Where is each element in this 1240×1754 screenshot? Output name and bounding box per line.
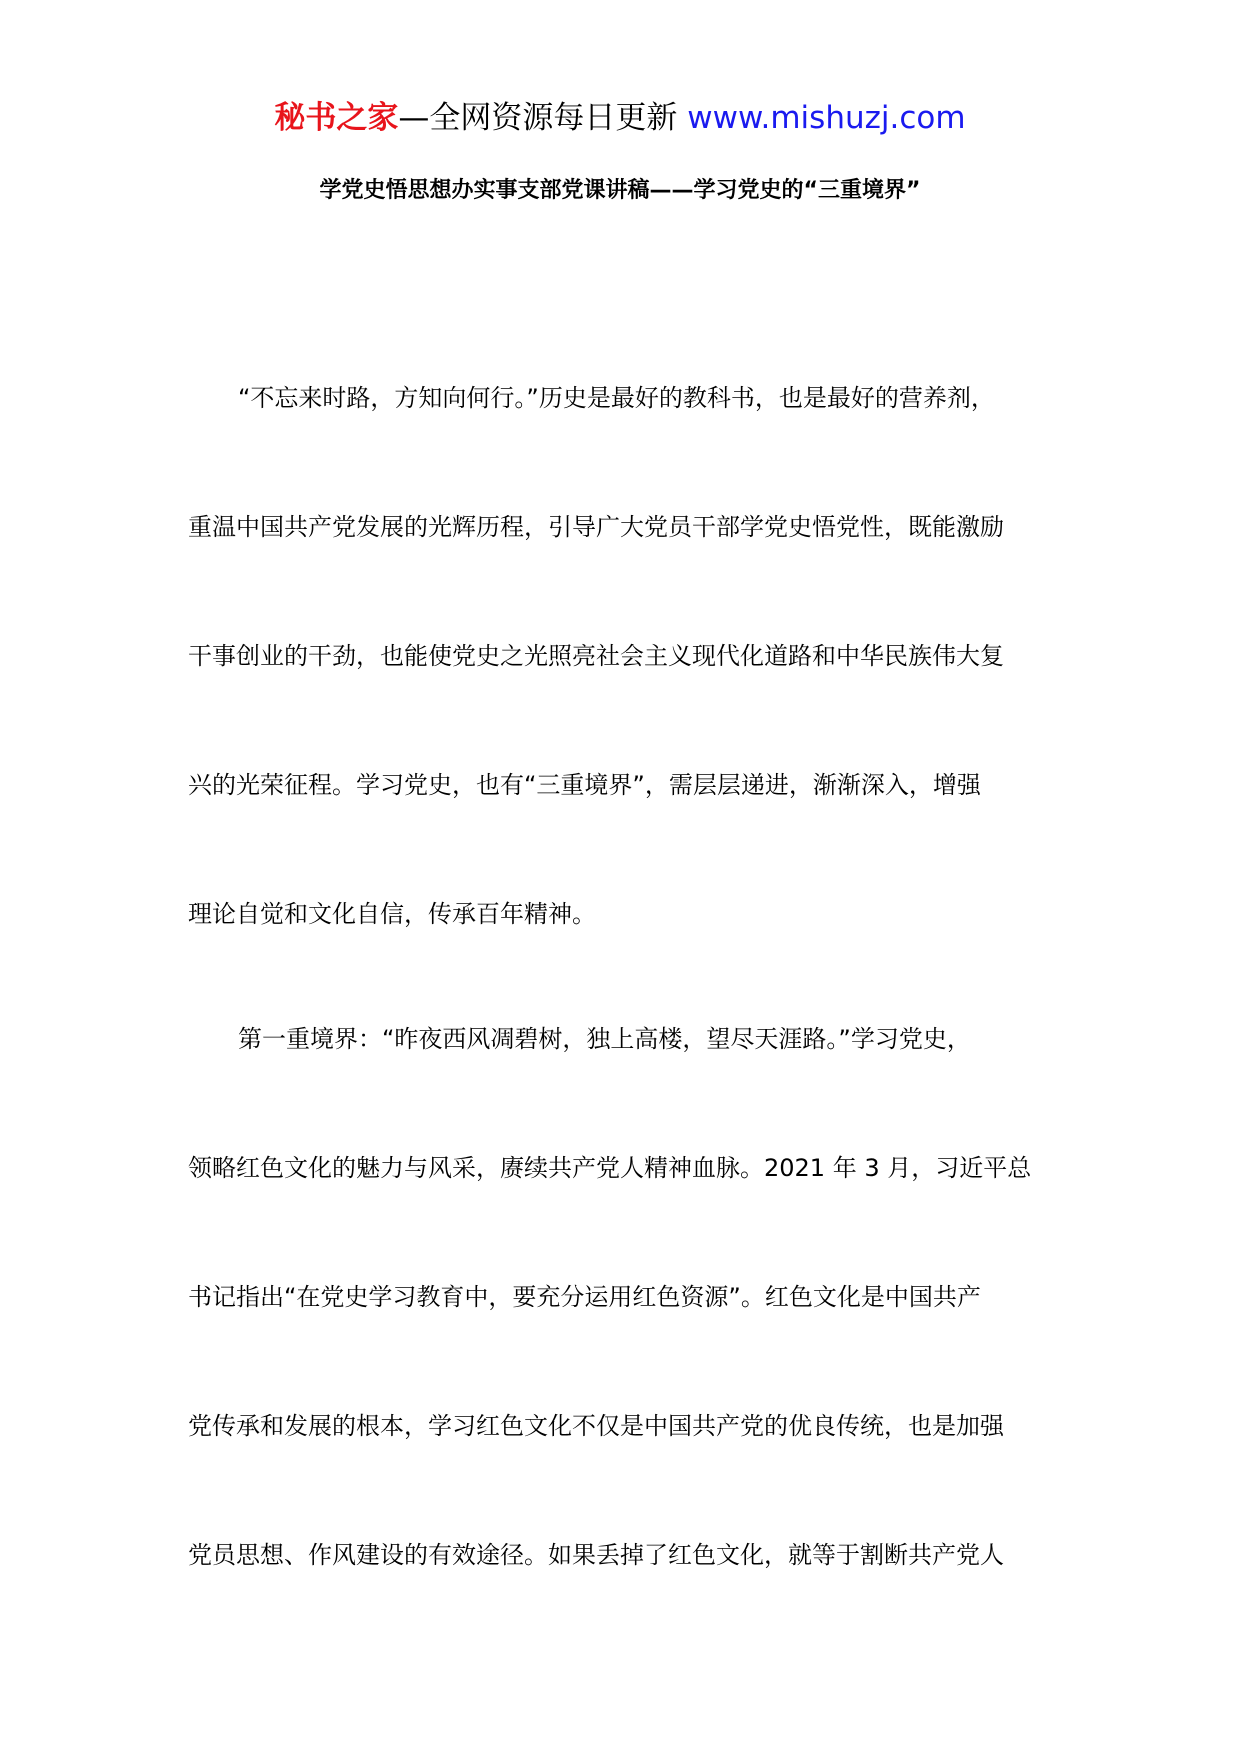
paragraph-line: 第一重境界：“昨夜西风凋碧树，独上高楼，望尽天涯路。”学习党史，	[238, 1025, 971, 1053]
paragraph-line: 党传承和发展的根本，学习红色文化不仅是中国共产党的优良传统，也是加强	[188, 1412, 1004, 1440]
paragraph-line: 兴的光荣征程。学习党史，也有“三重境界”，需层层递进，渐渐深入，增强	[188, 771, 981, 799]
site-header	[0, 98, 1240, 138]
site-url[interactable]: www.mishuzj.com	[687, 100, 966, 136]
paragraph-line: 党员思想、作风建设的有效途径。如果丢掉了红色文化，就等于割断共产党人	[188, 1541, 1004, 1569]
paragraph-line: “不忘来时路，方知向何行。”历史是最好的教科书，也是最好的营养剂，	[238, 384, 995, 412]
paragraph-line: 干事创业的干劲，也能使党史之光照亮社会主义现代化道路和中华民族伟大复	[188, 642, 1004, 670]
paragraph-line: 领略红色文化的魅力与风采，赓续共产党人精神血脉。2021 年 3 月，习近平总	[188, 1154, 1032, 1182]
paragraph-line: 书记指出“在党史学习教育中，要充分运用红色资源”。红色文化是中国共产	[188, 1283, 981, 1311]
brand-name: 秘书之家	[274, 100, 399, 136]
document-title: 学党史悟思想办实事支部党课讲稿——学习党史的“三重境界”	[319, 178, 921, 203]
paragraph-line: 重温中国共产党发展的光辉历程，引导广大党员干部学党史悟党性，既能激励	[188, 513, 1004, 541]
site-tagline: —全网资源每日更新	[398, 100, 678, 136]
paragraph-line: 理论自觉和文化自信，传承百年精神。	[188, 900, 596, 928]
